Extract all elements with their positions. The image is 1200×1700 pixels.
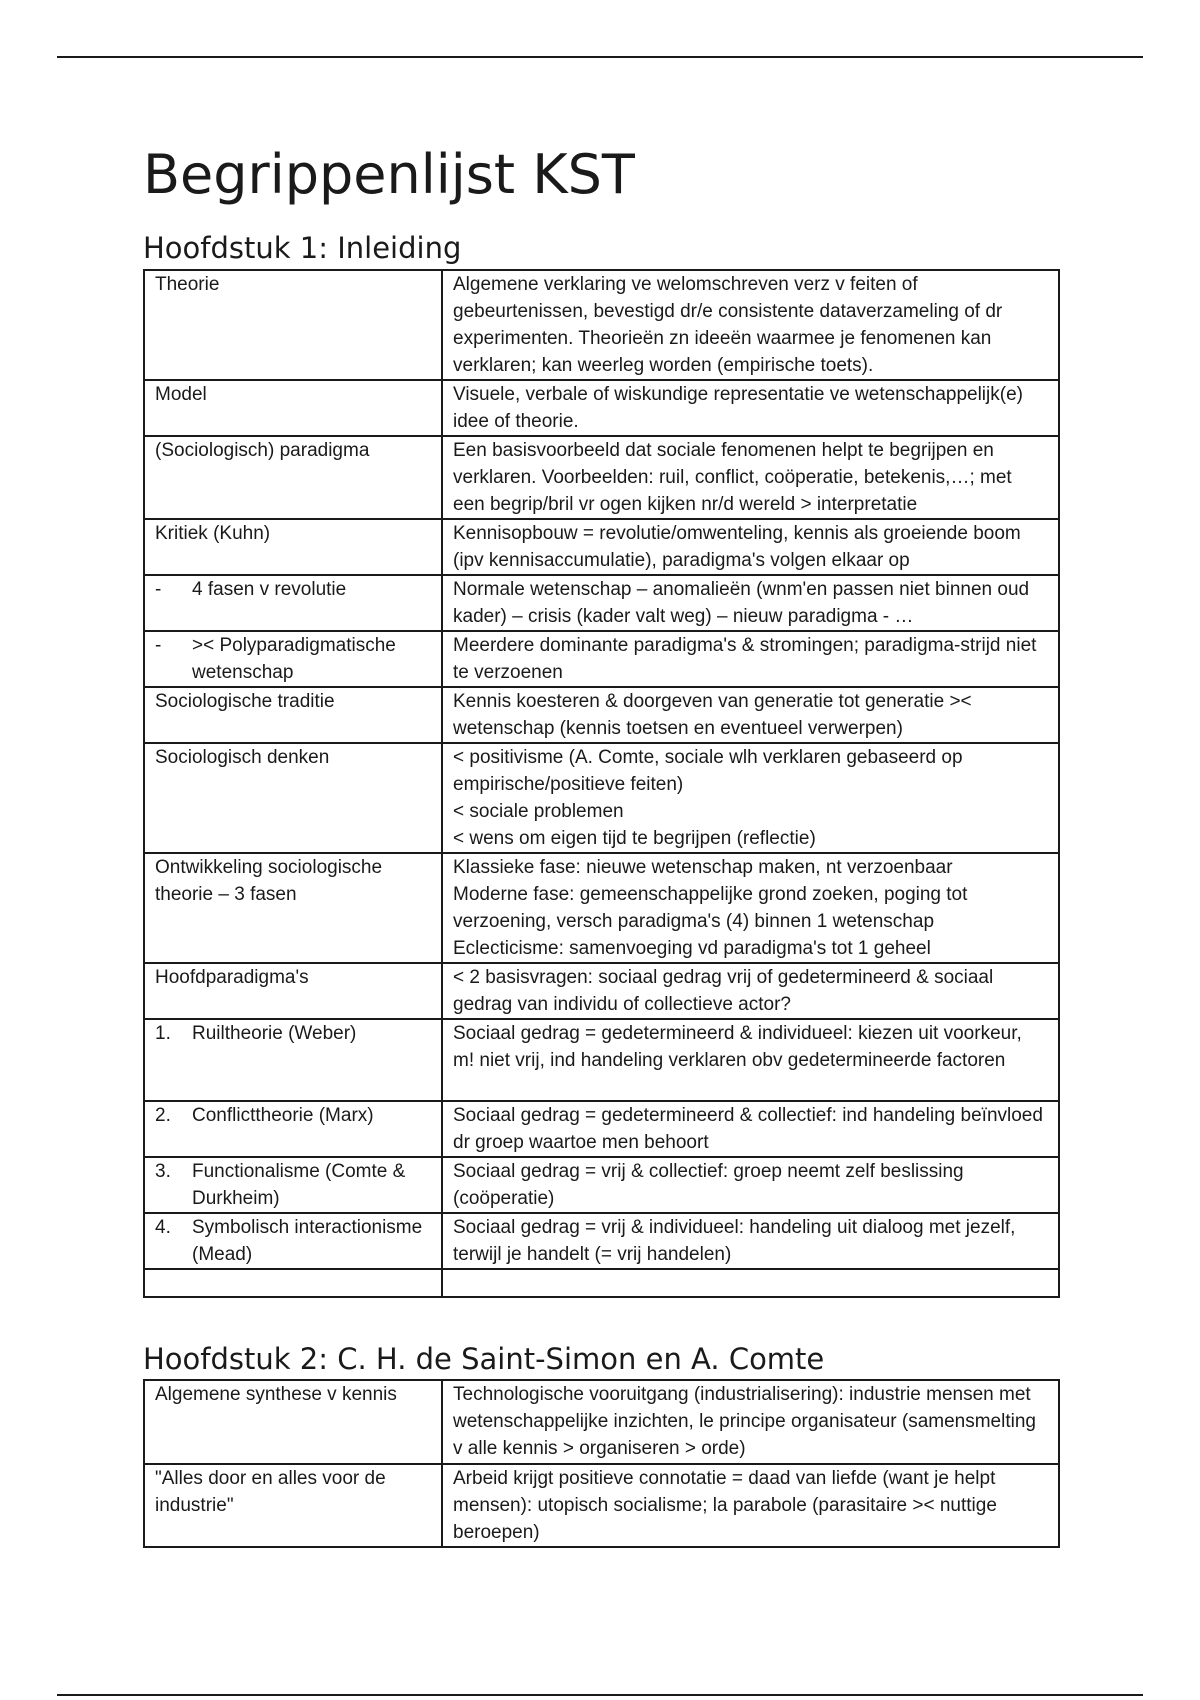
table-row	[144, 1213, 1059, 1269]
empty-cell	[442, 1269, 1059, 1297]
term-cell	[144, 270, 442, 380]
term-cell	[144, 575, 442, 631]
term-label: - 4 fasen v revolutie	[155, 579, 347, 600]
term-label: Ontwikkeling sociologische theorie – 3 fasen	[155, 857, 383, 905]
table-row	[144, 519, 1059, 575]
definition-cell: Sociaal gedrag = gedetermineerd & collectief: ind handeling beïnvloed dr groep waartoe men behoort	[442, 1101, 1059, 1157]
term-label: Theorie	[155, 274, 220, 295]
table-row	[144, 1101, 1059, 1157]
term-label: 1. Ruiltheorie (Weber)	[155, 1023, 357, 1044]
term-cell	[144, 1213, 442, 1269]
term-label: Algemene synthese v kennis	[155, 1384, 397, 1405]
table-row	[144, 575, 1059, 631]
table-row	[144, 963, 1059, 1019]
term-label: Hoofdparadigma's	[155, 967, 309, 988]
term-cell	[144, 1380, 442, 1464]
definition-cell: Algemene verklaring ve welomschreven verz v feiten of gebeurtenissen, bevestigd dr/e consistente dataverzameling of dr experimenten. Theorieën zn ideeën waarmee je fenomenen kan verklaren; kan weerleg worden (empirische toets).	[442, 270, 1059, 380]
definition-cell: Sociaal gedrag = vrij & collectief: groep neemt zelf beslissing (coöperatie)	[442, 1157, 1059, 1213]
definition-cell: Meerdere dominante paradigma's & stromingen; paradigma-strijd niet te verzoenen	[442, 631, 1059, 687]
table-row	[144, 853, 1059, 963]
term-cell	[144, 1019, 442, 1101]
term-label: Model	[155, 384, 207, 405]
definition-cell: Een basisvoorbeeld dat sociale fenomenen helpt te begrijpen en verklaren. Voorbeelden: ruil, conflict, coöperatie, betekenis,…; met een begrip/bril vr ogen kijken nr/d wereld > interpretatie	[442, 436, 1059, 519]
header-rule	[57, 56, 1143, 58]
table-row	[144, 380, 1059, 436]
term-cell	[144, 687, 442, 743]
definition-cell: Sociaal gedrag = gedetermineerd & individueel: kiezen uit voorkeur, m! niet vrij, ind handeling verklaren obv gedetermineerde factoren	[442, 1019, 1059, 1101]
page-title: Begrippenlijst KST	[143, 143, 635, 206]
chapter-1-terms-table	[143, 269, 1060, 1298]
definition-cell: Visuele, verbale of wiskundige representatie ve wetenschappelijk(e) idee of theorie.	[442, 380, 1059, 436]
table-row	[144, 743, 1059, 853]
table-row	[144, 1157, 1059, 1213]
definition-cell: Kennisopbouw = revolutie/omwenteling, kennis als groeiende boom (ipv kennisaccumulatie), paradigma's volgen elkaar op	[442, 519, 1059, 575]
term-cell	[144, 1157, 442, 1213]
term-label: 3. Functionalisme (Comte & Durkheim)	[155, 1161, 406, 1209]
term-label: Sociologische traditie	[155, 691, 335, 712]
chapter-2-terms-table	[143, 1379, 1060, 1548]
definition-cell: < 2 basisvragen: sociaal gedrag vrij of gedetermineerd & sociaal gedrag van individu of collectieve actor?	[442, 963, 1059, 1019]
term-label: Sociologisch denken	[155, 747, 330, 768]
chapter-1-heading: Hoofdstuk 1: Inleiding	[143, 231, 462, 265]
definition-cell: < positivisme (A. Comte, sociale wlh verklaren gebaseerd op empirische/positieve feiten) < sociale problemen < wens om eigen tijd te begrijpen (reflectie)	[442, 743, 1059, 853]
table-row	[144, 631, 1059, 687]
table-row	[144, 1019, 1059, 1101]
term-cell	[144, 519, 442, 575]
definition-cell: Klassieke fase: nieuwe wetenschap maken, nt verzoenbaar Moderne fase: gemeenschappelijke grond zoeken, poging tot verzoening, versch paradigma's (4) binnen 1 wetenschap Eclecticisme: samenvoeging vd paradigma's tot 1 geheel	[442, 853, 1059, 963]
table-row	[144, 270, 1059, 380]
term-cell	[144, 436, 442, 519]
footer-rule	[57, 1694, 1143, 1696]
table-row	[144, 1380, 1059, 1464]
empty-cell	[144, 1269, 442, 1297]
term-label: 2. Conflicttheorie (Marx)	[155, 1105, 374, 1126]
table-row	[144, 687, 1059, 743]
chapter-2-heading: Hoofdstuk 2: C. H. de Saint-Simon en A. Comte	[143, 1342, 825, 1376]
table-row-empty	[144, 1269, 1059, 1297]
definition-cell: Sociaal gedrag = vrij & individueel: handeling uit dialoog met jezelf, terwijl je handelt (= vrij handelen)	[442, 1213, 1059, 1269]
term-cell	[144, 743, 442, 853]
term-label: (Sociologisch) paradigma	[155, 440, 370, 461]
definition-cell: Kennis koesteren & doorgeven van generatie tot generatie >< wetenschap (kennis toetsen en eventueel verwerpen)	[442, 687, 1059, 743]
term-cell	[144, 1464, 442, 1547]
term-label: Kritiek (Kuhn)	[155, 523, 271, 544]
term-label: 4. Symbolisch interactionisme (Mead)	[155, 1217, 423, 1265]
term-cell	[144, 1101, 442, 1157]
term-cell	[144, 853, 442, 963]
definition-cell: Arbeid krijgt positieve connotatie = daad van liefde (want je helpt mensen): utopisch socialisme; la parabole (parasitaire >< nuttige beroepen)	[442, 1464, 1059, 1547]
term-cell	[144, 631, 442, 687]
term-cell	[144, 380, 442, 436]
definition-cell: Normale wetenschap – anomalieën (wnm'en passen niet binnen oud kader) – crisis (kader valt weg) – nieuw paradigma - …	[442, 575, 1059, 631]
definition-cell: Technologische vooruitgang (industrialisering): industrie mensen met wetenschappelijke inzichten, le principe organisateur (samensmelting v alle kennis > organiseren > orde)	[442, 1380, 1059, 1464]
table-row	[144, 436, 1059, 519]
term-label: "Alles door en alles voor de industrie"	[155, 1468, 386, 1516]
term-label: - >< Polyparadigmatische wetenschap	[155, 635, 396, 683]
table-row	[144, 1464, 1059, 1547]
term-cell	[144, 963, 442, 1019]
